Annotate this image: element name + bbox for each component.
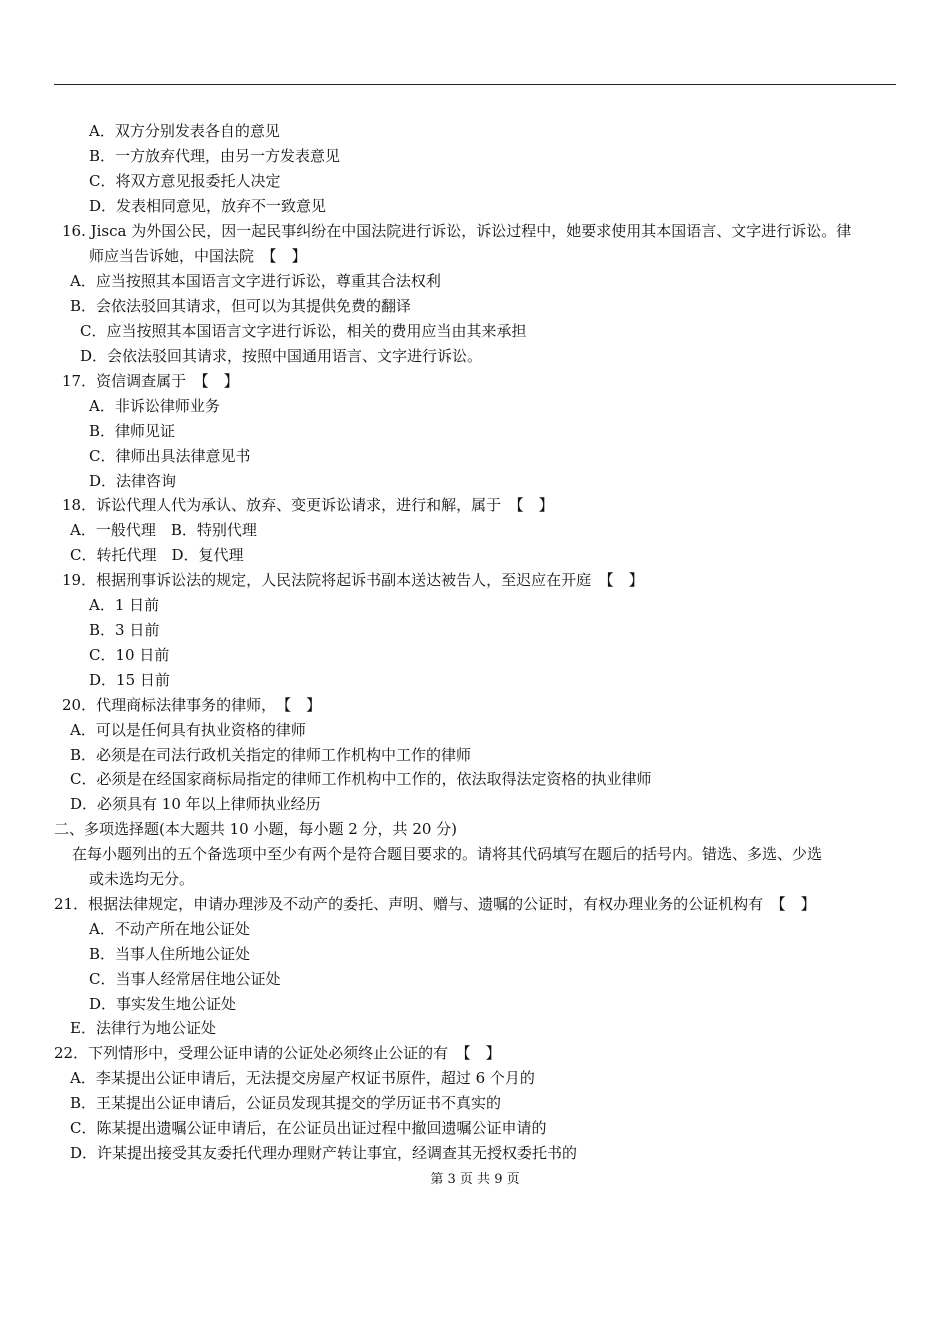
option-line: C．转托代理 D．复代理 (70, 546, 244, 564)
question-line: 16. Jisca 为外国公民，因一起民事纠纷在中国法院进行诉讼，诉讼过程中，她要求使用其本国语言、文字进行诉讼。律 (62, 222, 852, 240)
option-line: A．一般代理 B．特别代理 (70, 521, 257, 539)
option-line: C．律师出具法律意见书 (89, 447, 251, 465)
option-line: C．当事人经常居住地公证处 (89, 970, 281, 988)
option-line: D．法律咨询 (89, 472, 177, 490)
question-line: 19．根据刑事诉讼法的规定，人民法院将起诉书副本送达被告人，至迟应在开庭 【 】 (62, 571, 644, 589)
question-line: 21．根据法律规定，申请办理涉及不动产的委托、声明、赠与、遗嘱的公证时，有权办理业务的公证机构有 【 】 (54, 895, 816, 913)
option-line: B．王某提出公证申请后，公证员发现其提交的学历证书不真实的 (70, 1094, 502, 1112)
option-line: A．双方分别发表各自的意见 (89, 122, 280, 140)
section-instructions: 或未选均无分。 (89, 870, 195, 888)
question-line: 17．资信调查属于 【 】 (62, 372, 239, 390)
option-line: B．当事人住所地公证处 (89, 945, 251, 963)
option-line: A．应当按照其本国语言文字进行诉讼，尊重其合法权利 (70, 272, 441, 290)
question-line: 18．诉讼代理人代为承认、放弃、变更诉讼请求，进行和解，属于 【 】 (62, 496, 554, 514)
option-line: B．会依法驳回其请求，但可以为其提供免费的翻译 (70, 297, 412, 315)
option-line: A．非诉讼律师业务 (89, 397, 220, 415)
option-line: C．必须是在经国家商标局指定的律师工作机构中工作的，依法取得法定资格的执业律师 (70, 770, 652, 788)
option-line: C．应当按照其本国语言文字进行诉讼，相关的费用应当由其来承担 (80, 322, 527, 340)
section-heading: 二、多项选择题(本大题共 10 小题，每小题 2 分，共 20 分) (54, 820, 458, 838)
question-line: 22．下列情形中，受理公证申请的公证处必须终止公证的有 【 】 (54, 1044, 501, 1062)
option-line: B．律师见证 (89, 422, 176, 440)
page-footer: 第 3 页 共 9 页 (430, 1172, 520, 1187)
option-line: D．会依法驳回其请求，按照中国通用语言、文字进行诉讼。 (80, 347, 483, 365)
option-line: D．事实发生地公证处 (89, 995, 237, 1013)
question-line: 师应当告诉她，中国法院 【 】 (89, 247, 307, 265)
option-line: C．陈某提出遗嘱公证申请后，在公证员出证过程中撤回遗嘱公证申请的 (70, 1119, 547, 1137)
option-line: B．一方放弃代理，由另一方发表意见 (89, 147, 341, 165)
option-line: A．可以是任何具有执业资格的律师 (70, 721, 306, 739)
option-line: D．必须具有 10 年以上律师执业经历 (70, 795, 321, 813)
option-line: A．不动产所在地公证处 (89, 920, 250, 938)
option-line: D．15 日前 (89, 671, 170, 689)
option-line: A．李某提出公证申请后，无法提交房屋产权证书原件，超过 6 个月的 (70, 1069, 535, 1087)
header-rule (54, 84, 896, 85)
option-line: A．1 日前 (89, 596, 160, 614)
option-line: D．发表相同意见，放弃不一致意见 (89, 197, 327, 215)
option-line: C．10 日前 (89, 646, 170, 664)
option-line: C．将双方意见报委托人决定 (89, 172, 281, 190)
option-line: B．3 日前 (89, 621, 160, 639)
section-instructions: 在每小题列出的五个备选项中至少有两个是符合题目要求的。请将其代码填写在题后的括号内。错选、多选、少选 (72, 845, 823, 863)
question-line: 20．代理商标法律事务的律师， 【 】 (62, 696, 322, 714)
option-line: D．许某提出接受其友委托代理办理财产转让事宜，经调查其无授权委托书的 (70, 1144, 578, 1162)
option-line: B．必须是在司法行政机关指定的律师工作机构中工作的律师 (70, 746, 472, 764)
option-line: E．法律行为地公证处 (70, 1019, 216, 1037)
